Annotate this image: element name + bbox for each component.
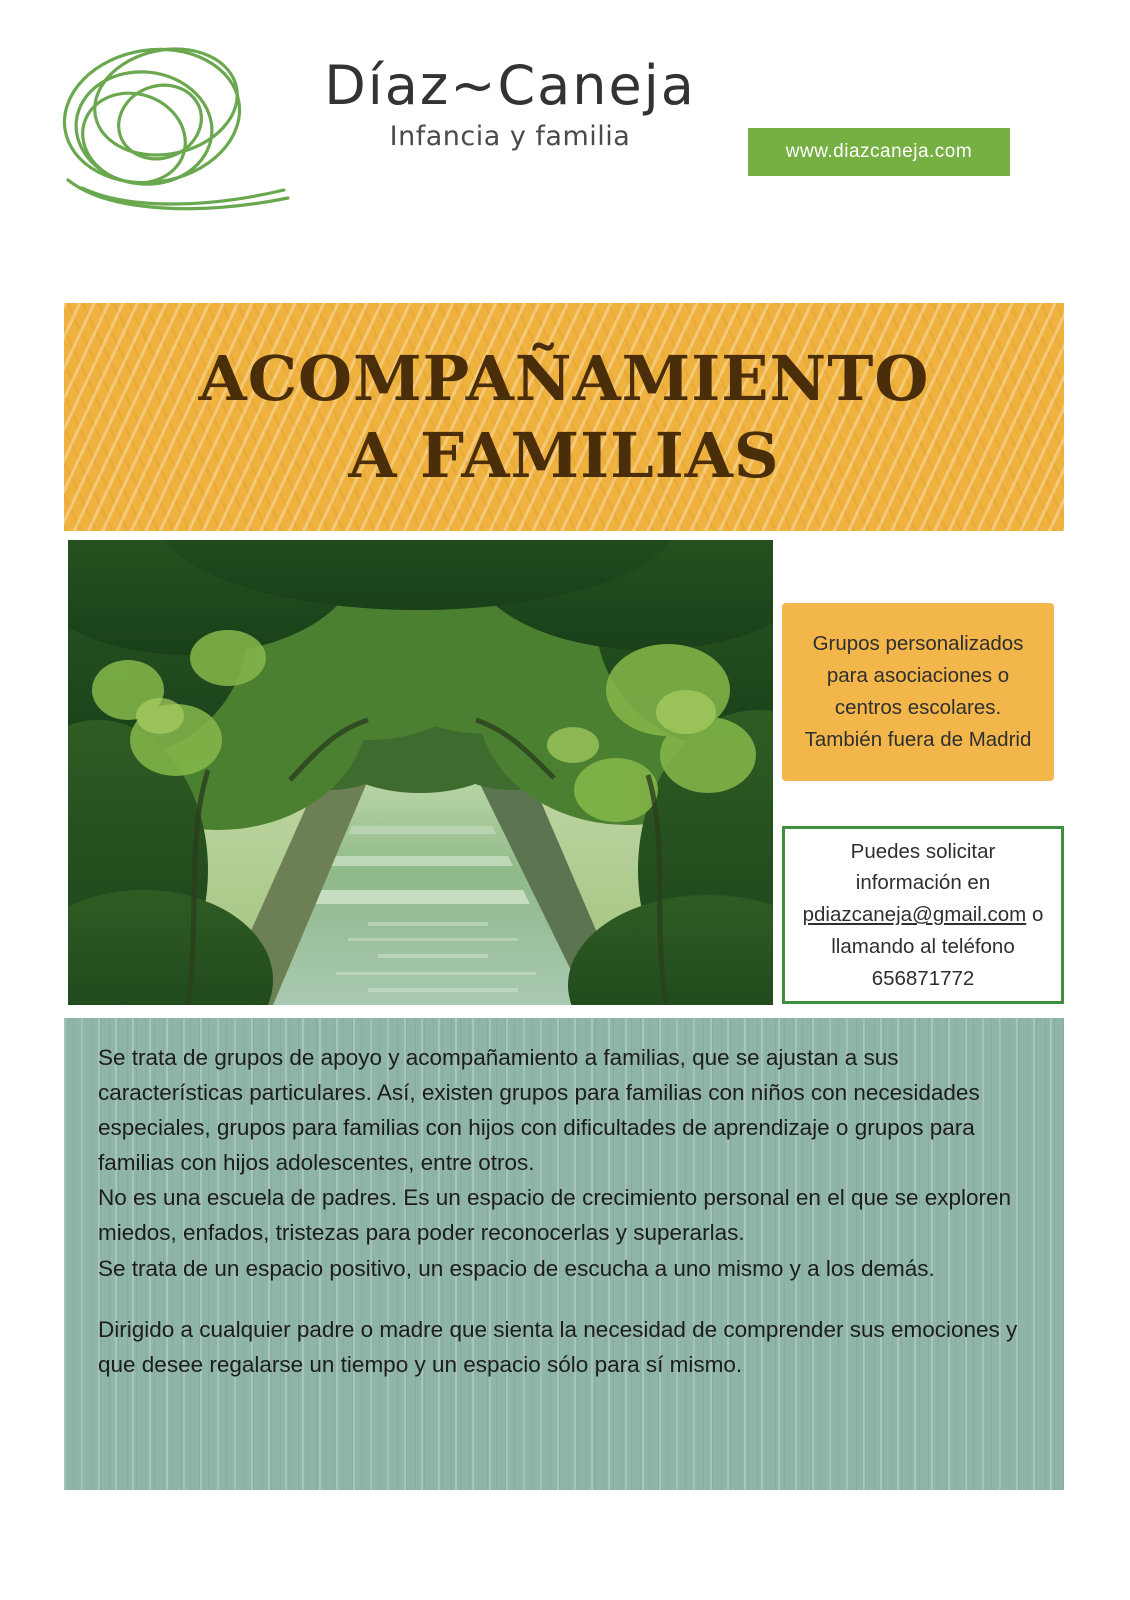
contact-email-suffix: o — [1026, 903, 1044, 927]
body-text-panel — [64, 1018, 1064, 1490]
website-chip-label: www.diazcaneja.com — [785, 141, 973, 162]
body-paragraph-4: Dirigido a cualquier padre o madre que sienta la necesidad de comprender sus emociones y que desee regalarse un tiempo y un espacio sólo para sí mismo. — [98, 1316, 1018, 1377]
info-box-text: Grupos personalizados para asociaciones o centros escolares. También fuera de Madrid — [804, 632, 1032, 751]
page-header — [0, 0, 1130, 250]
contact-line-2: información en — [855, 871, 991, 895]
body-paragraph-2: No es una escuela de padres. Es un espacio de crecimiento personal en el que se exploren miedos, enfados, tristezas para poder reconocerlas y superarlas. — [98, 1185, 1012, 1246]
contact-box — [782, 826, 1064, 1004]
info-box — [782, 603, 1054, 781]
scribble-loop-logo-icon — [48, 30, 298, 225]
title-banner — [64, 303, 1064, 531]
contact-email-link[interactable]: pdiazcaneja@gmail.com — [802, 903, 1027, 927]
contact-box-text — [803, 836, 1044, 995]
title-line-1: ACOMPAÑAMIENTO — [198, 341, 930, 415]
brand-subtitle: Infancia y familia — [389, 120, 631, 152]
contact-phone[interactable]: 656871772 — [871, 966, 975, 990]
contact-line-1: Puedes solicitar — [850, 839, 996, 863]
brand-name: Díaz~Caneja — [324, 54, 696, 117]
title-line-2: A FAMILIAS — [348, 419, 780, 492]
website-chip[interactable] — [748, 128, 1010, 176]
contact-line-4: llamando al teléfono — [831, 934, 1015, 958]
body-paragraph-1: Se trata de grupos de apoyo y acompañamiento a familias, que se ajustan a sus características particulares. Así, existen grupos para familias con niños con necesidades especiales, grupos para familias con hijos con dificultades de aprendizaje o grupos para familias con hijos adolescentes, entre otros. — [98, 1045, 980, 1176]
brand-block — [300, 54, 720, 152]
forest-river-photo — [68, 540, 773, 1005]
body-paragraph-3: Se trata de un espacio positivo, un espacio de escucha a uno mismo y a los demás. — [98, 1255, 935, 1281]
